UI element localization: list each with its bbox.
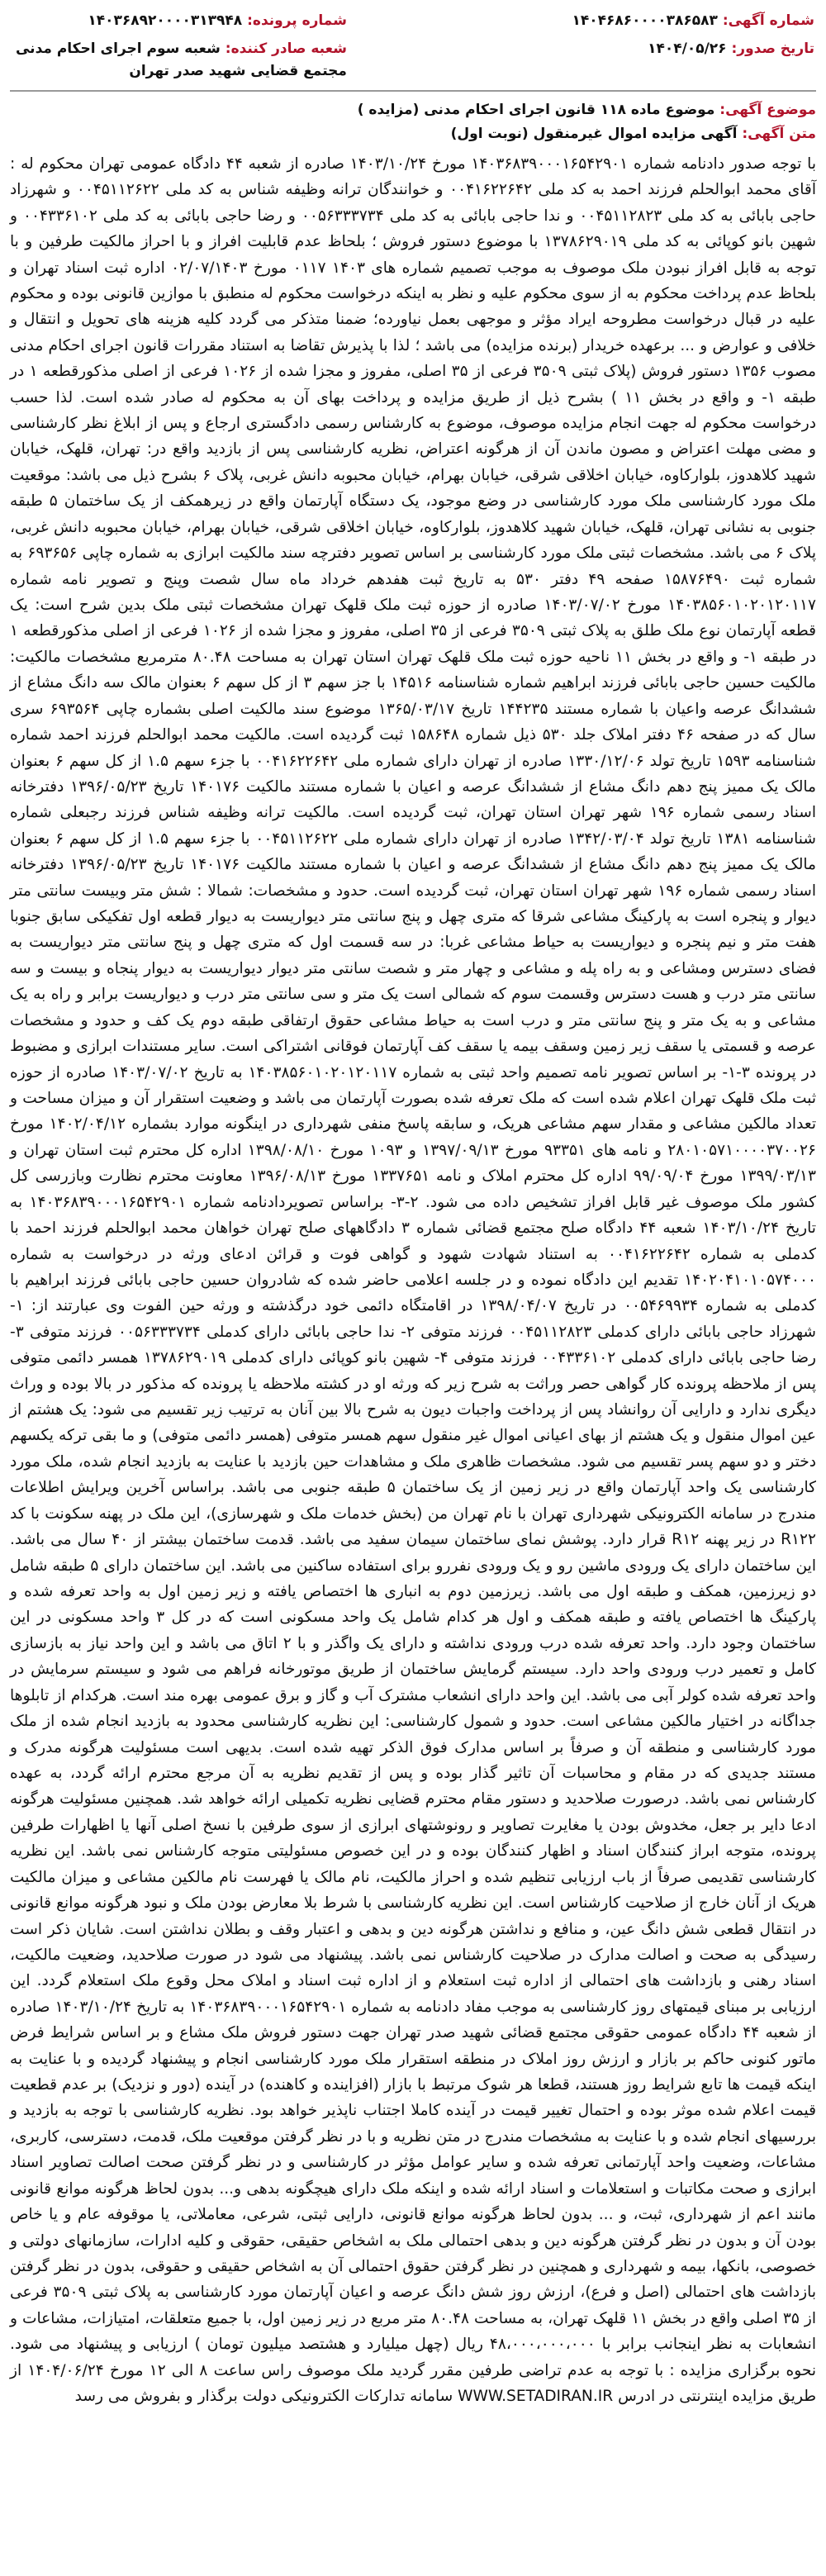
issuer-cell xyxy=(10,35,349,85)
issue-date: ۱۴۰۴/۰۵/۲۶ xyxy=(648,40,727,58)
issue-date-cell xyxy=(349,35,816,85)
subject-row xyxy=(10,98,816,122)
ad-header xyxy=(10,7,816,85)
header-row-1 xyxy=(10,7,816,35)
subject-value: موضوع ماده ۱۱۸ قانون اجرای احکام مدنی (مزایده ) xyxy=(357,102,715,119)
ad-number-cell xyxy=(349,7,816,35)
header-row-2 xyxy=(10,35,816,85)
case-number: ۱۴۰۳۶۸۹۲۰۰۰۰۳۱۳۹۴۸ xyxy=(88,12,243,29)
subject-label: موضوع آگهی: xyxy=(719,102,816,119)
ad-text-title-row xyxy=(10,122,816,146)
issuer: شعبه سوم اجرای احکام مدنی مجتمع قضایی شهید صدر تهران xyxy=(15,40,347,79)
case-number-label: شماره پرونده: xyxy=(247,12,347,29)
ad-text-title: آگهی مزایده اموال غیرمنقول (نوبت اول) xyxy=(450,125,738,142)
issuer-label: شعبه صادر کننده: xyxy=(225,40,347,58)
case-number-cell xyxy=(10,7,349,35)
issue-date-label: تاریخ صدور: xyxy=(731,40,814,58)
ad-number-label: شماره آگهی: xyxy=(722,12,814,29)
ad-number: ۱۴۰۴۶۸۶۰۰۰۰۳۸۶۵۸۳ xyxy=(572,12,718,29)
header-divider xyxy=(10,90,816,92)
ad-text-label: متن آگهی: xyxy=(742,125,816,142)
ad-body-text: با توجه صدور دادنامه شماره ۱۴۰۳۶۸۳۹۰۰۰۱۶۵۴۲۹۰۱ مورخ ۱۴۰۳/۱۰/۲۴ صادره از شعبه ۴۴ دادگاه عمومی تهران محکوم له : آقای محمد ابوالحلم فرزند احمد به کد ملی ۰۰۴۱۶۲۲۶۴۲ و خوانندگان ترانه وظیفه شناس به کد ملی ۰۰۴۵۱۱۲۶۲۲ و شهرزاد حاجی بابائی به کد ملی ۰۰۴۵۱۱۲۸۲۳ و ندا حاجی بابائی به کد ملی ۰۰۵۶۳۳۳۷۳۴ و رضا حاجی بابائی به کد ملی ۰۰۴۳۳۶۱۰۲ و شهین بانو کوپائی به کد ملی ۱۳۷۸۶۲۹۰۱۹ با موضوع دستور فروش ؛ بلحاظ عدم قابلیت افراز و با احراز مالکیت طرفین و با توجه به قابل افراز نبودن ملک موصوف به موجب تصمیم شماره های ۱۴۰۳ ۰۱۱۷ مورخ ۰۲/۰۷/۱۴۰۳ اداره ثبت اسناد تهران و بلحاظ عدم پرداخت محکوم به از سوی محکوم علیه و نظر به اینکه درخواست محکوم له منطبق با موازین قانونی بوده و محکوم علیه در قبال درخواست مطروحه ایراد مؤثر و موجهی بعمل نیاورده؛ ضمنا متذکر می گردد کلیه هزینه های تحویل و انتقال و خلافی و عوارض و ... برعهده خریدار (برنده مزایده) می باشد ؛ لذا با پذیرش تقاضا به استناد مقررات قانون اجرای احکام مدنی مصوب ۱۳۵۶ دستور فروش (پلاک ثبتی ۳۵۰۹ فرعی از ۳۵ اصلی، مفروز و مجزا شده از ۱۰۲۶ فرعی از اصلی مذکورقطعه ۱ در طبقه ۱- و واقع در بخش ۱۱ ) بشرح ذیل از طریق مزایده و پرداخت بهای آن به محکوم له صادر شده است. لذا حسب درخواست محکوم له جهت انجام مزایده موصوف، موضوع به کارشناس رسمی دادگستری ارجاع و پس از ابلاغ نظر کارشناسی و مضی مهلت اعتراض و مصون ماندن آن از هرگونه اعتراض، نظریه کارشناسی پس از بازدید واقع در: تهران، قلهک، خیابان شهید کلاهدوز، بلوارکاوه، خیابان اخلاقی شرقی، خیابان بهرام، خیابان محبوبه دانش غربی، پلاک ۶ بشرح ذیل می باشد: موقعیت ملک مورد کارشناسی ملک مورد کارشناسی در وضع موجود، یک دستگاه آپارتمان واقع در زیرهمکف از یک ساختمان ۵ طبقه جنوبی به نشانی تهران، قلهک، خیابان شهید کلاهدوز، بلوارکاوه، خیابان اخلاقی شرقی، خیابان بهرام، خیابان محبوبه دانش غربی، پلاک ۶ می باشد. مشخصات ثبتی ملک مورد کارشناسی بر اساس تصویر دفترچه سند مالکیت ابرازی به شماره چاپی ۶۹۳۶۵۶ به شماره ثبت ۱۵۸۷۶۴۹۰ صفحه ۴۹ دفتر ۵۳۰ به تاریخ ثبت هفدهم خرداد ماه سال شصت وپنج و تصویر نامه شماره ۱۴۰۳۸۵۶۰۱۰۲۰۱۲۰۱۱۷ مورخ ۱۴۰۳/۰۷/۰۲ صادره از حوزه ثبت ملک قلهک تهران مشخصات ثبتی ملک بدین شرح است: یک قطعه آپارتمان نوع ملک طلق به پلاک ثبتی ۳۵۰۹ فرعی از ۳۵ اصلی، مفروز و مجزا شده از ۱۰۲۶ فرعی از اصلی مذکورقطعه ۱ در طبقه ۱- و واقع در بخش ۱۱ ناحیه حوزه ثبت ملک قلهک تهران استان تهران به مساحت ۸۰.۴۸ مترمربع مشخصات مالکیت: مالکیت حسین حاجی بابائی فرزند ابراهیم شماره شناسنامه ۱۴۵۱۶ با جز سهم ۳ از کل سهم ۶ بعنوان مالک سه دانگ مشاع از ششدانگ عرصه واعیان با شماره مستند ۱۴۴۲۳۵ تاریخ ۱۳۶۵/۰۳/۱۷ موضوع سند مالکیت اصلی بشماره چاپی ۶۹۳۵۶۴ سری سال که در صفحه ۴۶ دفتر املاک جلد ۵۳۰ ذیل شماره ۱۵۸۶۴۸ ثبت گردیده است. مالکیت محمد ابوالحلم فرزند احمد شماره شناسنامه ۱۵۹۳ تاریخ تولد ۱۳۳۰/۱۲/۰۶ صادره از تهران دارای شماره ملی ۰۰۴۱۶۲۲۶۴۲ با جزء سهم ۱.۵ از کل سهم ۶ بعنوان مالک یک ممیز پنج دهم دانگ مشاع از ششدانگ عرصه و اعیان با شماره مستند مالکیت ۱۴۰۱۷۶ تاریخ ۱۳۹۶/۰۵/۲۳ دفترخانه اسناد رسمی شماره ۱۹۶ شهر تهران استان تهران، ثبت گردیده است. مالکیت ترانه وظیفه شناس فرزند رجبعلی شماره شناسنامه ۱۳۸۱ تاریخ تولد ۱۳۴۲/۰۳/۰۴ صادره از تهران دارای شماره ملی ۰۰۴۵۱۱۲۶۲۲ با جزء سهم ۱.۵ از کل سهم ۶ بعنوان مالک یک ممیز پنج دهم دانگ مشاع از ششدانگ عرصه و اعیان با شماره مستند مالکیت ۱۴۰۱۷۶ تاریخ ۱۳۹۶/۰۵/۲۳ دفترخانه اسناد رسمی شماره ۱۹۶ شهر تهران استان تهران، ثبت گردیده است. حدود و مشخصات: شمالا : شش متر وبیست سانتی متر دیوار و پنجره است به پارکینگ مشاعی شرقا که متری چهل و پنج سانتی متر دیواریست به دیوار قطعه اول تفکیکی سابق جنوبا هفت متر و نیم پنجره و دیواریست به حیاط مشاعی غربا: در سه قسمت اول که متری چهل و پنج سانتی متر دیواریست به فضای دسترس ومشاعی و به راه پله و مشاعی و چهار متر و شصت سانتی متر دیوار دیواریست به دیوار پنجاه و بیست و سه سانتی متر درب و هست دسترس وقسمت سوم که شمالی است یک متر و سی سانتی متر درب و دیواریست برابر و راه به یک مشاعی و به یک متر و پنج سانتی متر و درب است به حیاط مشاعی حقوق ارتفاقی طبقه دوم یک کف و حدود و مشخصات عرصه و قسمتی یا سقف زیر زمین وسقف بیمه یا سقف کف آپارتمان فوقانی اشتراکی است. سایر مستندات ابرازی و مضبوط در پرونده ۳-۱- بر اساس تصویر نامه تصمیم واحد ثبتی به شماره ۱۴۰۳۸۵۶۰۱۰۲۰۱۲۰۱۱۷ به تاریخ ۱۴۰۳/۰۷/۰۲ صادره از حوزه ثبت ملک قلهک تهران اعلام شده است که ملک تعرفه شده بصورت آپارتمان می باشد و وضعیت استقرار آن و میزان مساحت و تعداد مالکین مشاعی و مقدار سهم مشاعی هریک، و سابقه پاسخ منفی شهرداری در اینگونه موارد بشماره ۱۴۰۲/۰۴/۱۲ مورخ ۲۸۰۱۰۵۷۱۰۰۰۰۳۷۰۰۲۶ و نامه های ۹۳۳۵۱ مورخ ۱۳۹۷/۰۹/۱۳ و ۱۰۹۳ مورخ ۱۳۹۸/۰۸/۱۰ اداره کل محترم ثبت استان تهران و ۱۳۹۹/۰۳/۱۳ مورخ ۹۹/۰۹/۰۴ اداره کل محترم املاک و نامه ۱۳۳۷۶۵۱ مورخ ۱۳۹۶/۰۸/۱۳ معاونت محترم نظارت وبازرسی کل کشور ملک موصوف غیر قابل افراز تشخیص داده می شود. ۲-۳- براساس تصویردادنامه شماره ۱۴۰۳۶۸۳۹۰۰۰۱۶۵۴۲۹۰۱ به تاریخ ۱۴۰۳/۱۰/۲۴ شعبه ۴۴ دادگاه صلح مجتمع قضائی شماره ۳ دادگاههای صلح تهران خواهان محمد ابوالحلم فرزند احمد با کدملی به شماره ۰۰۴۱۶۲۲۶۴۲ به استناد شهادت شهود و گواهی فوت و قرائن ادعای ورثه در درخواست به شماره ۱۴۰۲۰۴۱۰۱۰۵۷۴۰۰۰ تقدیم این دادگاه نموده و در جلسه اعلامی حاضر شده که شادروان حسین حاجی بابائی فرزند ابراهیم با کدملی به شماره ۰۰۵۴۶۹۹۳۴ در تاریخ ۱۳۹۸/۰۴/۰۷ در اقامتگاه دائمی خود درگذشته و ورثه حین الفوت وی عبارتند از: ۱- شهرزاد حاجی بابائی دارای کدملی ۰۰۴۵۱۱۲۸۲۳ فرزند متوفی ۲- ندا حاجی بابائی دارای کدملی ۰۰۵۶۳۳۳۷۳۴ فرزند متوفی ۳- رضا حاجی بابائی دارای کدملی ۰۰۴۳۳۶۱۰۲ فرزند متوفی ۴- شهین بانو کوپائی دارای کدملی ۱۳۷۸۶۲۹۰۱۹ همسر دائمی متوفی پس از ملاحظه پرونده کار گواهی حصر وراثت به شرح زیر که ورثه او در کشته ملاحظه یا پرونده که مذکور در بالا بوده و وراث دیگری ندارد و دارایی آن روانشاد پس از پرداخت واجبات دیون به شرح بالا بین آنان به ترتیب زیر تقسیم می شود: یک هشتم از عین اموال منقول و یک هشتم از بهای اعیانی اموال غیر منقول سهم همسر متوفی (همسر دائمی متوفی) و ما بقی ترکه یکسهم دختر و دو سهم پسر تقسیم می شود. مشخصات ظاهری ملک و مشاهدات حین بازدید با عنایت به بازدید انجام شده، ملک مورد کارشناسی یک واحد آپارتمان واقع در زیر زمین از یک ساختمان ۵ طبقه جنوبی می باشد. براساس آخرین ویرایش اطلاعات مندرج در سامانه الکترونیکی شهرداری تهران با نام تهران من (بخش خدمات ملک و شهرسازی)، این ملک در پهنه سکونت با کد R۱۲۲ در زیر پهنه R۱۲ قرار دارد. پوشش نمای ساختمان سیمان سفید می باشد. قدمت ساختمان بیشتر از ۴۰ سال می باشد. این ساختمان دارای یک ورودی ماشین رو و یک ورودی نفررو برای استفاده ساکنین می باشد. این ساختمان دارای ۵ طبقه شامل دو زیرزمین، همکف و طبقه اول می باشد. زیرزمین دوم به انباری ها اختصاص یافته و زیر زمین اول به واحد تعرفه شده و پارکینگ ها اختصاص یافته و طبقه همکف و اول هر کدام شامل یک واحد مسکونی است که در کل ۳ واحد مسکونی در این ساختمان وجود دارد. واحد تعرفه شده درب ورودی نداشته و دارای یک واگذر و با ۲ اتاق می باشد و این واحد نیاز به بازسازی کامل و تعمیر درب ورودی واحد دارد. سیستم گرمایش ساختمان از طریق موتورخانه فراهم می شود و سیستم سرمایش در واحد تعرفه شده کولر آبی می باشد. این واحد دارای انشعاب مشترک آب و گاز و برق عمومی بهره مند است. هرکدام از تابلوها جداگانه در اختیار مالکین مشاعی است. حدود و شمول کارشناسی: این نظریه کارشناسی محدود به بازدید انجام شده از ملک مورد کارشناسی و منطقه آن و صرفاً بر اساس مدارک فوق الذکر تهیه شده است. بدیهی است مسئولیت هرگونه مدرک و مستند جدیدی که در مقام و محاسبات آن تاثیر گذار بوده و پس از تقدیم نظریه به آن مرجع محترم ارائه گردد، به عهده کارشناس نمی باشد. درصورت صلاحدید و دستور مقام محترم قضایی نظریه تکمیلی ارائه خواهد شد. همچنین مسئولیت هرگونه ادعا دایر بر جعل، مخدوش بودن یا مغایرت تصاویر و رونوشتهای ابرازی از سوی طرفین با نسخ اصلی آنها یا اظهارات طرفین پرونده، متوجه ابراز کنندگان اسناد و اظهار کنندگان بوده و در این خصوص مسئولیتی متوجه کارشناس نمی باشد. این نظریه کارشناسی تقدیمی صرفاً از باب ارزیابی تنظیم شده و احراز مالکیت، نام مالک یا فهرست نام مالکین مشاعی و میزان مالکیت هریک از آنان خارج از صلاحیت کارشناس است. این نظریه کارشناسی با شرط بلا معارض بودن ملک و نبود هرگونه موانع قانونی در انتقال قطعی شش دانگ عین، و منافع و نداشتن هرگونه دین و بدهی و اعتبار وقف و بطلان نداشتن است. شایان ذکر است رسیدگی به صحت و اصالت مدارک در صلاحیت کارشناس نمی باشد. پیشنهاد می شود در صورت صلاحدید، وضعیت مالکیت، اسناد رهنی و بازداشت های احتمالی از اداره ثبت استعلام و از اداره ثبت اسناد و املاک محل وقوع ملک استعلام گردد. این ارزیابی بر مبنای قیمتهای روز کارشناسی به موجب مفاد دادنامه به شماره ۱۴۰۳۶۸۳۹۰۰۰۱۶۵۴۲۹۰۱ به تاریخ ۱۴۰۳/۱۰/۲۴ صادره از شعبه ۴۴ دادگاه عمومی حقوقی مجتمع قضائی شهید صدر تهران جهت دستور فروش ملک مشاع و بر اساس شرایط فرض ماتور کنونی حاکم بر بازار و ارزش روز املاک در منطقه استقرار ملک مورد کارشناسی انجام و پیشنهاد گردیده و با عنایت به اینکه قیمت ها تابع شرایط روز هستند، قطعا هر شوک مرتبط با بازار (افزاینده و کاهنده) در آینده (دور و نزدیک) بر عدم قطعیت قیمت اعلام شده موثر بوده و احتمال تغییر قیمت در آینده کاملا اجتناب ناپذیر خواهد بود. نظریه کارشناسی با توجه به بازدید و بررسیهای انجام شده و با عنایت به مشخصات مندرج در متن نظریه و با در نظر گرفتن موقعیت ملک، قدمت، دسترسی، کاربری، مشاعات، وضعیت واحد آپارتمانی تعرفه شده و سایر عوامل مؤثر در کارشناسی و در نظر گرفتن صحت اصالت تصاویر اسناد ابرازی و صحت مکاتبات و استعلامات و اسناد ارائه شده و اینکه ملک دارای هیچگونه بدهی و... بدون لحاظ هرگونه موانع قانونی مانند اعم از شهرداری، ثبت، و ... بدون لحاظ هرگونه موانع قانونی، دارایی ثبتی، شرعی، معاملاتی، یا موقوفه عام و یا خاص بودن آن و بدون در نظر گرفتن هرگونه دین و بدهی احتمالی ملک به اشخاص حقیقی، حقوقی و کلیه ادارات، سازمانهای دولتی و خصوصی، بانکها، بیمه و شهرداری و همچنین در نظر گرفتن حقوق احتمالی آن به اشخاص حقیقی و حقوقی، بدون در نظر گرفتن بازداشت های احتمالی (اصل و فرع)، ارزش روز شش دانگ عرصه و اعیان آپارتمان مورد کارشناسی به پلاک ثبتی ۳۵۰۹ فرعی از ۳۵ اصلی واقع در بخش ۱۱ قلهک تهران، به مساحت ۸۰.۴۸ متر مربع در زیر زمین اول، با جمیع متعلقات، امتیازات، مشاعات و انشعابات به نظر اینجانب برابر با ۴۸،۰۰۰،۰۰۰،۰۰۰ ریال (چهل میلیارد و هشتصد میلیون تومان ) ارزیابی و پیشنهاد می شود. نحوه برگزاری مزایده : با توجه به عدم تراضی طرفین مقرر گردید ملک موصوف راس ساعت ۸ الی ۱۲ مورخ ۱۴۰۴/۰۶/۲۴ از طریق مزایده اینترنتی در ادرس WWW.SETADIRAN.IR سامانه تدارکات الکترونیکی دولت برگذار و بفروش می رسد xyxy=(10,154,817,2406)
